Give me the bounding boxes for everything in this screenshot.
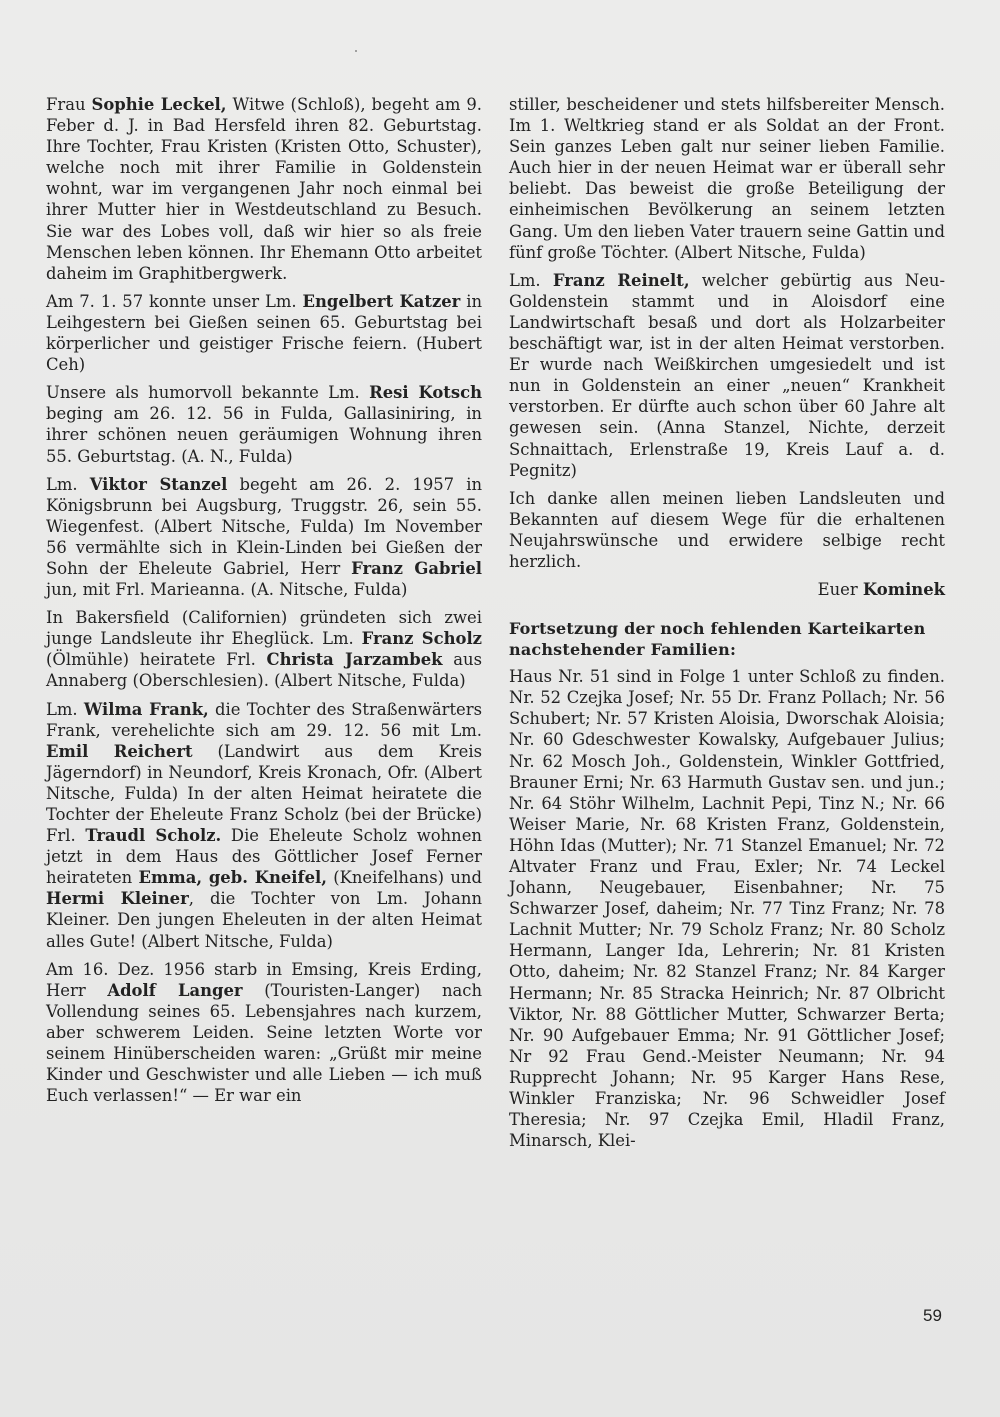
person-name: Emma, geb. Kneifel,	[138, 868, 327, 888]
signature	[509, 579, 945, 600]
paragraph-adolf-langer-continued	[509, 94, 945, 263]
person-name: Resi Kotsch	[369, 383, 482, 403]
text: beging am 26. 12. 56 in Fulda, Gallasiniring, in ihrer schönen neuen geräumigen Wohnung ihren 55. Geburtstag. (A. N., Fulda)	[46, 404, 482, 466]
person-name: Hermi Kleiner	[46, 889, 189, 909]
person-name: Engelbert Katzer	[302, 291, 461, 311]
paragraph-viktor-stanzel	[46, 474, 482, 601]
text: In Bakersfield (Californien) gründeten sich zwei junge Landsleute ihr Eheglück. Lm.	[46, 608, 482, 649]
text: , die Tochter von Lm. Johann Kleiner. Den jungen Eheleuten in der alten Heimat alles Gute! (Albert Nitsche, Fulda)	[46, 889, 482, 951]
person-name: Sophie Leckel,	[91, 95, 227, 114]
text: (Ölmühle) heiratete Frl.	[46, 650, 267, 670]
paper-speck	[355, 50, 357, 52]
paragraph-sophie-leckel	[46, 94, 482, 284]
paragraph-resi-kotsch	[46, 382, 482, 466]
right-column	[509, 94, 945, 1158]
person-name: Adolf Langer	[107, 980, 243, 1000]
text: Euer	[817, 580, 863, 600]
paragraph-engelbert-katzer	[46, 291, 482, 375]
person-name: Traudl Scholz.	[85, 826, 222, 846]
text: stiller, bescheidener und stets hilfsbereiter Mensch. Im 1. Weltkrieg stand er als Soldat an der Front. Sein ganzes Leben galt nur seiner lieben Familie. Auch hier in der neuen Heimat war er überall sehr beliebt. Das beweist die große Beteiligung der einheimischen Bevölkerung an seinem letzten Gang. Um den lieben Vater trauern seine Gattin und fünf große Töchter. (Albert Nitsche, Fulda)	[509, 95, 945, 262]
person-name: Emil Reichert	[46, 741, 193, 761]
text: Lm.	[46, 474, 90, 494]
paragraph-franz-reinelt	[509, 270, 945, 481]
person-name: Franz Scholz	[361, 629, 482, 649]
text: (Touristen-Langer) nach Vollendung seines 65. Lebensjahres nach kurzem, aber schwerem Leiden. Seine letzten Worte vor seinem Hinüberscheiden waren: „Grüßt mir meine Kinder und Geschwister und alle Lieben — ich muß Euch verlassen!“ — Er war ein	[46, 980, 483, 1106]
text: jun, mit Frl. Marieanna. (A. Nitsche, Fulda)	[46, 580, 408, 600]
text: Am 16. Dez. 1956 starb in Emsing, Kreis Erding, Herr	[46, 959, 482, 1000]
person-name: Christa Jarzambek	[266, 650, 443, 670]
text: aus Annaberg (Oberschlesien). (Albert Nitsche, Fulda)	[46, 650, 482, 691]
page-number: 59	[923, 1306, 942, 1325]
text: (Kneifelhans) und	[326, 868, 482, 888]
text: welcher gebürtig aus Neu-Goldenstein stammt und in Aloisdorf eine Landwirtschaft besaß und dort als Holzarbeiter beschäftigt war, ist in der alten Heimat verstorben. Er wurde nach Weißkirchen umgesiedelt und ist nun in Goldenstein an einer „neuen“ Krankheit verstorben. Er dürfte auch schon über 60 Jahre alt gewesen sein. (Anna Stanzel, Nichte, derzeit Schnaittach, Erlenstraße 19, Kreis Lauf a. d. Pegnitz)	[509, 270, 945, 480]
text: Witwe (Schloß), begeht am 9. Feber d. J. in Bad Hersfeld ihren 82. Geburtstag. Ihre Tochter, Frau Kristen (Kristen Otto, Schuster), welche noch mit ihrer Familie in Goldenstein wohnt, war im vergangenen Jahr noch einmal bei ihrer Mutter hier in Westdeutschland zu Besuch. Sie war des Lobes voll, daß wir hier so als freie Menschen leben können. Ihr Ehemann Otto arbeitet daheim im Graphitbergwerk.	[46, 95, 483, 283]
text: Ich danke allen meinen lieben Landsleuten und Bekannten auf diesem Wege für die erhaltenen Neujahrswünsche und erwidere selbige recht herzlich.	[509, 488, 945, 571]
text: Am 7. 1. 57 konnte unser Lm.	[46, 291, 303, 311]
person-name: Viktor Stanzel	[89, 474, 228, 494]
text: (Landwirt aus dem Kreis Jägerndorf) in Neundorf, Kreis Kronach, Ofr. (Albert Nitsche, Fulda) In der alten Heimat heiratete die Tochter der Eheleute Franz Scholz (bei der Brücke) Frl.	[46, 741, 483, 846]
text: Unsere als humorvoll bekannte Lm.	[46, 383, 370, 403]
signature-name: Kominek	[862, 580, 945, 600]
text: Frau	[46, 95, 92, 114]
text: Die Eheleute Scholz wohnen jetzt in dem Haus des Göttlicher Josef Ferner heirateten	[46, 826, 482, 888]
text: Lm.	[46, 699, 84, 719]
paragraph-adolf-langer	[46, 959, 482, 1107]
paragraph-house-list	[509, 666, 945, 1151]
left-column	[46, 94, 482, 1113]
paragraph-wilma-frank	[46, 699, 482, 952]
paragraph-bakersfield	[46, 607, 482, 691]
person-name: Franz Reinelt,	[552, 270, 690, 290]
text: die Tochter des Straßenwärters Frank, verehelichte sich am 29. 12. 56 mit Lm.	[46, 699, 482, 740]
text: Haus Nr. 51 sind in Folge 1 unter Schloß zu finden. Nr. 52 Czejka Josef; Nr. 55 Dr. Franz Pollach; Nr. 56 Schubert; Nr. 57 Kristen Aloisia, Dworschak Aloisia; Nr. 60 Gdeschwester Kowalsky, Aufgebauer Julius; Nr. 62 Mosch Joh., Goldenstein, Winkler Gottfried, Brauner Erni; Nr. 63 Harmuth Gustav sen. und jun.; Nr. 64 Stöhr Wilhelm, Lachnit Pepi, Tinz N.; Nr. 66 Weiser Marie, Nr. 68 Kristen Franz, Goldenstein, Höhn Idas (Mutter); Nr. 71 Stanzel Emanuel; Nr. 72 Altvater Franz und Frau, Exler; Nr. 74 Leckel Johann, Neugebauer, Eisenbahner; Nr. 75 Schwarzer Josef, daheim; Nr. 77 Tinz Franz; Nr. 78 Lachnit Mutter; Nr. 79 Scholz Franz; Nr. 80 Scholz Hermann, Langer Ida, Lehrerin; Nr. 81 Kristen Otto, daheim; Nr. 82 Stanzel Franz; Nr. 84 Karger Hermann; Nr. 85 Stracka Heinrich; Nr. 87 Olbricht Viktor, Nr. 88 Göttlicher Mutter, Schwarzer Berta; Nr. 90 Aufgebauer Emma; Nr. 91 Göttlicher Josef; Nr 92 Frau Gend.-Meister Neumann; Nr. 94 Rupprecht Johann; Nr. 95 Karger Hans Rese, Winkler Franziska; Nr. 96 Schweidler Josef Theresia; Nr. 97 Czejka Emil, Hladil Franz, Minarsch, Klei-	[509, 667, 945, 1151]
person-name: Wilma Frank,	[83, 699, 209, 719]
paragraph-thanks	[509, 488, 945, 572]
text: in Leihgestern bei Gießen seinen 65. Geburtstag bei körperlicher und geistiger Frische feiern. (Hubert Ceh)	[46, 291, 482, 375]
person-name: Franz Gabriel	[351, 558, 482, 578]
text: begeht am 26. 2. 1957 in Königsbrunn bei Augsburg, Truggstr. 26, sein 55. Wiegenfest. (Albert Nitsche, Fulda) Im November 56 vermählte sich in Klein-Linden bei Gießen der Sohn der Eheleute Gabriel, Herr	[46, 474, 482, 578]
section-heading: Fortsetzung der noch fehlenden Karteikarten nachstehender Familien:	[509, 619, 926, 660]
text: Lm.	[509, 270, 553, 290]
